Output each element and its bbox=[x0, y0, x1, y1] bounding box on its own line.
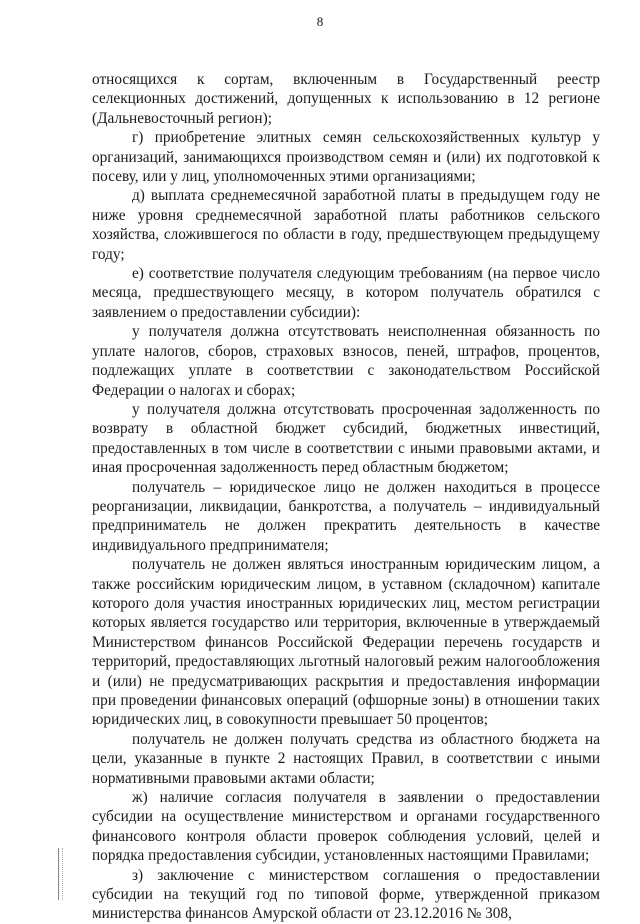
paragraph-continuation: относящихся к сортам, включенным в Государственный реестр селекционных достижений, допущенных к использованию в 12 регионе (Дальневосточный регион); bbox=[92, 71, 600, 127]
paragraph-item-d: д) выплата среднемесячной заработной платы в предыдущем году не ниже уровня среднемесячной заработной платы работников сельского хозяйства, сложившегося по области в году, предшествующем предыдущему году; bbox=[92, 187, 600, 263]
paragraph-item-e: е) соответствие получателя следующим требованиям (на первое число месяца, предшествующего месяцу, в котором получатель обратился с заявлением о предоставлении субсидии): bbox=[92, 265, 600, 321]
paragraph-item-g: г) приобретение элитных семян сельскохозяйственных культур у организаций, занимающихся производством семян и (или) их подготовкой к посеву, или у лиц, уполномоченных этими организациями; bbox=[92, 129, 600, 186]
paragraph-requirement-taxes: у получателя должна отсутствовать неисполненная обязанность по уплате налогов, сборов, страховых взносов, пеней, штрафов, процентов, подлежащих уплате в соответствии с законодательством Российской Федерации о налогах и сборах; bbox=[92, 323, 600, 399]
document-body bbox=[92, 70, 600, 924]
paragraph-requirement-debt: у получателя должна отсутствовать просроченная задолженность по возврату в областной бюджет субсидий, бюджетных инвестиций, предоставленных в том числе в соответствии с иными правовыми актами, и иная просроченная задолженность перед областным бюджетом; bbox=[92, 400, 600, 477]
paragraph-requirement-reorganization: получатель – юридическое лицо не должен находиться в процессе реорганизации, ликвидации, банкротства, а получатель – индивидуальный предприниматель не должен прекратить деятельность в качестве индивидуального предпринимателя; bbox=[92, 478, 600, 554]
paragraph-requirement-foreign: получатель не должен являться иностранным юридическим лицом, а также российским юридическим лицом, в уставном (складочном) капитале которого доля участия иностранных юридических лиц, местом регистрации которых является государство или территория, включенные в утверждаемый Министерством финансов Российской Федерации перечень государств и территорий, предоставляющих льготный налоговый режим налогообложения и (или) не предусматривающих раскрытия и предоставления информации при проведении финансовых операций (офшорные зоны) в отношении таких юридических лиц, в совокупности превышает 50 процентов; bbox=[92, 556, 600, 729]
paragraph-item-zh: ж) наличие согласия получателя в заявлении о предоставлении субсидии на осуществление министерством и органами государственного финансового контроля области проверок соблюдения условий, целей и порядка предоставления субсидии, установленных настоящими Правилами; bbox=[92, 789, 600, 865]
page-number: 8 bbox=[316, 14, 324, 29]
binding-margin-mark bbox=[58, 848, 63, 900]
paragraph-item-z: з) заключение с министерством соглашения о предоставлении субсидии на текущий год по типовой форме, утвержденной приказом министерства финансов Амурской области от 23.12.2016 № 308, bbox=[92, 866, 600, 923]
paragraph-requirement-other-funds: получатель не должен получать средства из областного бюджета на цели, указанные в пункте 2 настоящих Правил, в соответствии с иными нормативными правовыми актами области; bbox=[92, 730, 600, 787]
